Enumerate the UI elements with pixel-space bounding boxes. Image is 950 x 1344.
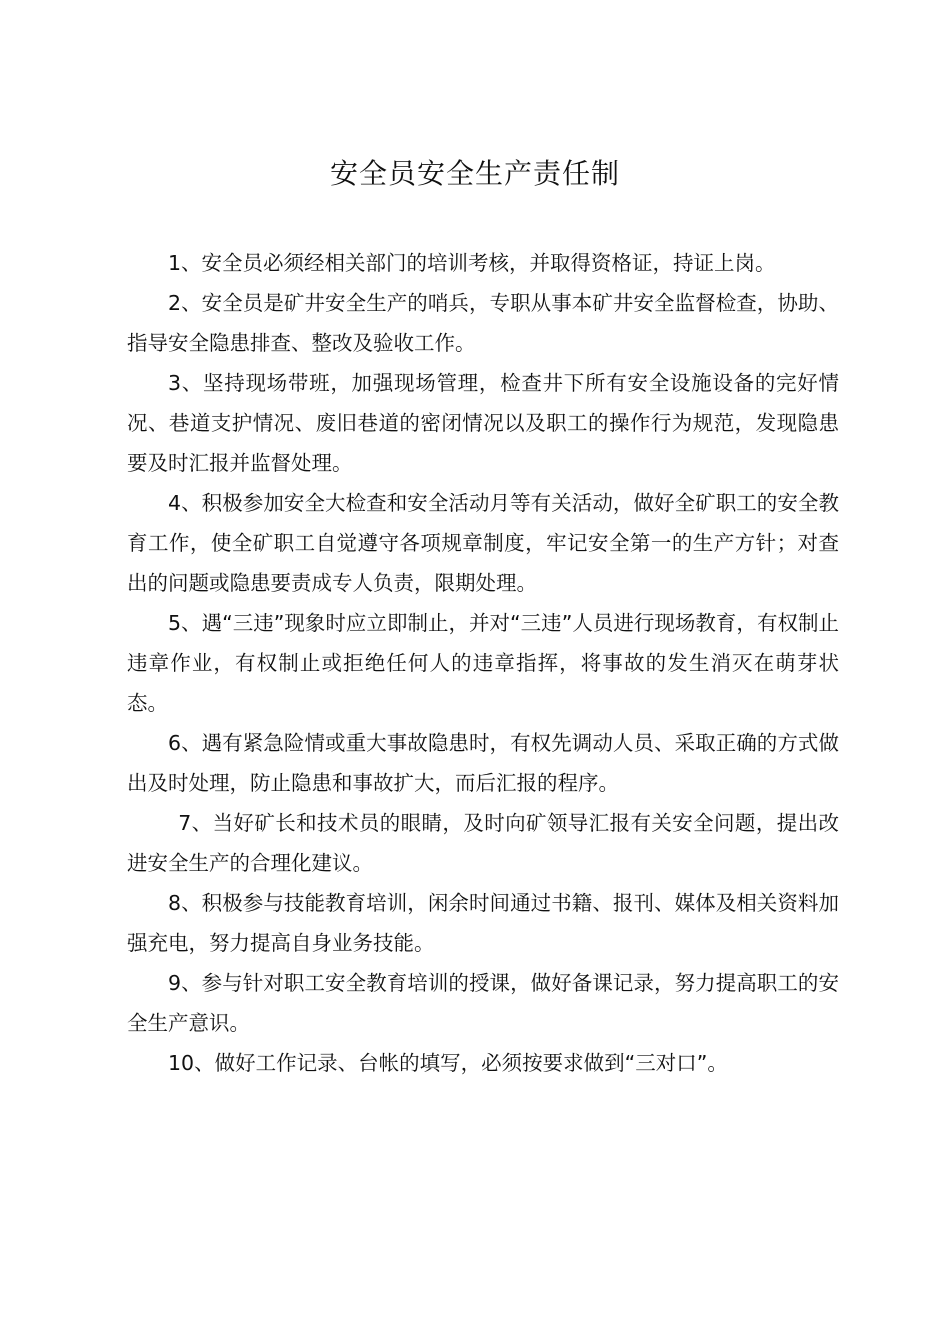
paragraph-1: 1、安全员必须经相关部门的培训考核，并取得资格证，持证上岗。 (168, 251, 776, 275)
paragraph-9: 9、参与针对职工安全教育培训的授课，做好备课记录，努力提高职工的安全生产意识。 (127, 971, 839, 1035)
paragraph-6: 6、遇有紧急险情或重大事故隐患时，有权先调动人员、采取正确的方式做出及时处理，防止隐患和事故扩大，而后汇报的程序。 (127, 731, 839, 795)
paragraph-8: 8、积极参与技能教育培训，闲余时间通过书籍、报刊、媒体及相关资料加强充电，努力提高自身业务技能。 (127, 891, 839, 955)
document-body (127, 243, 839, 1083)
paragraph-10: 10、做好工作记录、台帐的填写，必须按要求做到“三对口”。 (168, 1051, 728, 1075)
paragraph-4: 4、积极参加安全大检查和安全活动月等有关活动，做好全矿职工的安全教育工作，使全矿职工自觉遵守各项规章制度，牢记安全第一的生产方针；对查出的问题或隐患要责成专人负责，限期处理。 (127, 491, 839, 595)
paragraph-7: 7、当好矿长和技术员的眼睛，及时向矿领导汇报有关安全问题，提出改进安全生产的合理化建议。 (127, 811, 839, 875)
paragraph-2: 2、安全员是矿井安全生产的哨兵，专职从事本矿井安全监督检查，协助、指导安全隐患排查、整改及验收工作。 (127, 291, 839, 355)
paragraph-5: 5、遇“三违”现象时应立即制止，并对“三违”人员进行现场教育，有权制止违章作业，有权制止或拒绝任何人的违章指挥，将事故的发生消灭在萌芽状态。 (127, 611, 839, 715)
paragraph-3: 3、坚持现场带班，加强现场管理，检查井下所有安全设施设备的完好情况、巷道支护情况、废旧巷道的密闭情况以及职工的操作行为规范，发现隐患要及时汇报并监督处理。 (127, 371, 839, 475)
document-title: 安全员安全生产责任制 (329, 157, 620, 190)
